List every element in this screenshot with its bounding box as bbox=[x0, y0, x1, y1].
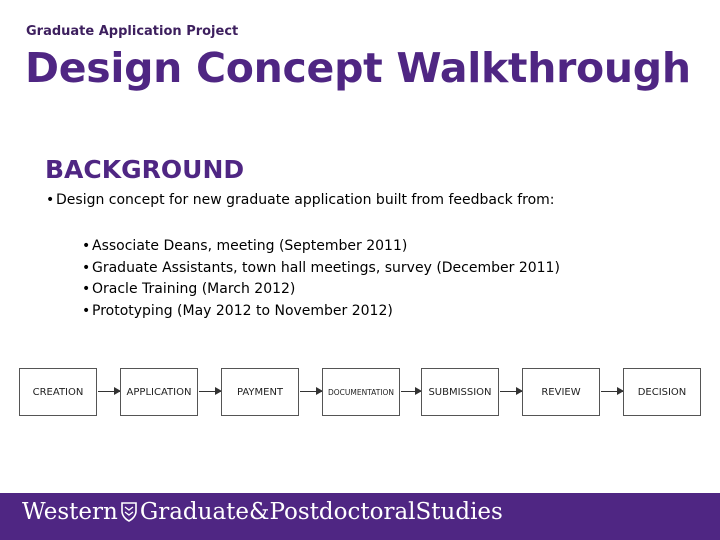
flow-arrow bbox=[300, 391, 322, 392]
bullet-glyph: • bbox=[82, 281, 91, 297]
flow-arrow bbox=[500, 391, 522, 392]
flow-stage-application: APPLICATION bbox=[120, 368, 198, 416]
flow-stage-submission: SUBMISSION bbox=[421, 368, 499, 416]
list-item bbox=[82, 301, 560, 323]
bullet-glyph: • bbox=[82, 302, 91, 319]
section-heading: BACKGROUND bbox=[45, 155, 245, 184]
lead-bullet bbox=[46, 192, 555, 208]
crest-icon bbox=[121, 502, 137, 522]
list-item bbox=[82, 258, 560, 280]
list-item-text: Prototyping (May 2012 to November 2012) bbox=[92, 302, 393, 319]
bullet-glyph: • bbox=[82, 238, 91, 254]
lead-bullet-text: Design concept for new graduate application built from feedback from: bbox=[56, 192, 555, 208]
feedback-source-list bbox=[82, 236, 560, 322]
logo-gps-text: Graduate&PostdoctoralStudies bbox=[139, 499, 503, 525]
flow-stage-decision: DECISION bbox=[623, 368, 701, 416]
list-item bbox=[82, 236, 560, 258]
list-item-text: Graduate Assistants, town hall meetings, survey (December 2011) bbox=[92, 259, 560, 276]
flow-stage-creation: CREATION bbox=[19, 368, 97, 416]
list-item-text: Oracle Training (March 2012) bbox=[92, 281, 296, 297]
list-item-text: Associate Deans, meeting (September 2011) bbox=[92, 238, 408, 254]
footer-band bbox=[0, 493, 720, 540]
flow-stage-payment: PAYMENT bbox=[221, 368, 299, 416]
flow-arrow bbox=[199, 391, 221, 392]
slide-title: Design Concept Walkthrough bbox=[25, 44, 691, 92]
bullet-glyph: • bbox=[82, 259, 91, 276]
flow-arrow bbox=[601, 391, 623, 392]
flow-arrow bbox=[401, 391, 421, 392]
bullet-glyph: • bbox=[46, 192, 55, 208]
flow-stage-review: REVIEW bbox=[522, 368, 600, 416]
process-flow-diagram bbox=[0, 368, 720, 418]
logo-western-text: Western bbox=[22, 499, 118, 525]
list-item bbox=[82, 279, 560, 301]
flow-arrow bbox=[98, 391, 120, 392]
flow-stage-documentation: DOCUMENTATION bbox=[322, 368, 400, 416]
footer-logo bbox=[22, 499, 503, 525]
project-label: Graduate Application Project bbox=[26, 24, 239, 39]
